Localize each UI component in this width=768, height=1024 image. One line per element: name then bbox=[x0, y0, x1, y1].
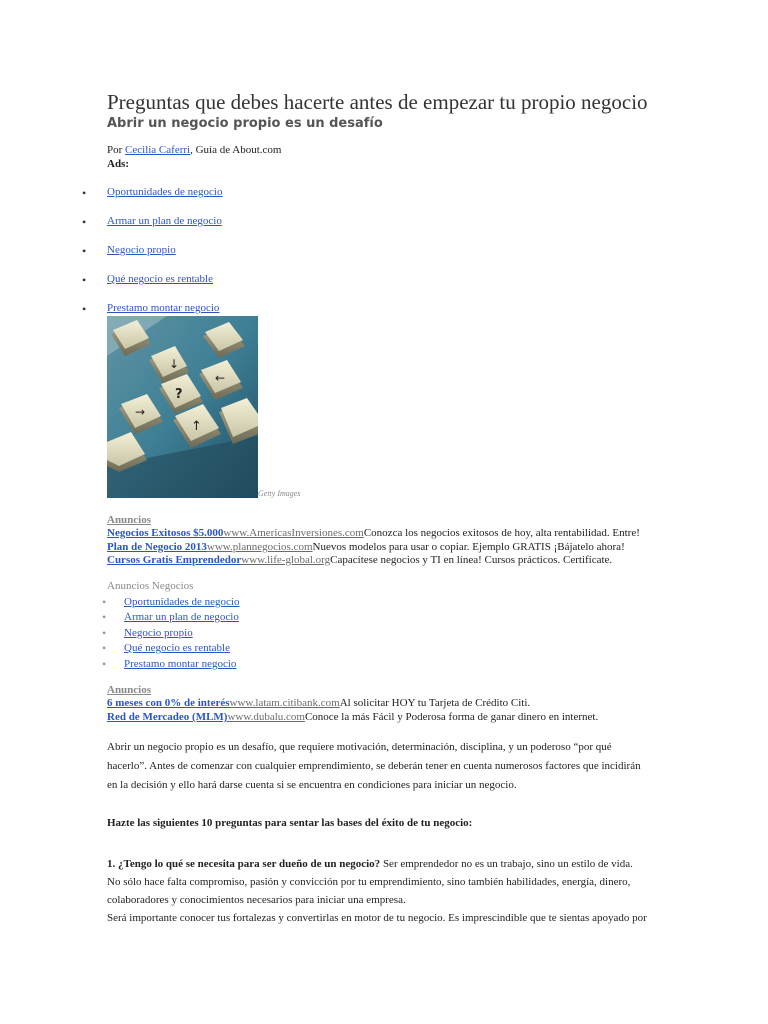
intro-line: en la decisión y ello hará darse cuenta si se encuentra en condiciones para iniciar un negocio. bbox=[107, 779, 517, 791]
questions-heading bbox=[107, 817, 677, 829]
right-arrow-key-label: → bbox=[135, 405, 146, 419]
article-subtitle: Abrir un negocio propio es un desafío bbox=[107, 116, 383, 131]
top-ad-link[interactable]: Negocio propio bbox=[107, 244, 176, 256]
ad-title-link[interactable]: Negocios Exitosos $5.000 bbox=[107, 527, 224, 539]
list-item bbox=[102, 595, 240, 609]
bullet-icon: • bbox=[82, 244, 87, 258]
byline-prefix: Por bbox=[107, 144, 126, 156]
ad-url-link[interactable]: www.life-global.org bbox=[241, 554, 331, 566]
keyboard-arrow-keys-photo bbox=[107, 316, 258, 498]
bullet-icon: • bbox=[102, 641, 107, 655]
question-1-paragraph bbox=[107, 855, 707, 927]
list-item bbox=[102, 626, 193, 640]
bullet-icon: • bbox=[82, 273, 87, 287]
q1-line: Será importante conocer tus fortalezas y convertirlas en motor de tu negocio. Es imprescindible que te sientas apoyado por bbox=[107, 912, 647, 924]
top-ad-item bbox=[82, 215, 222, 229]
ad-text: Al solicitar HOY tu Tarjeta de Crédito Citi. bbox=[339, 697, 531, 709]
ad-line bbox=[107, 711, 598, 723]
ad-url-link[interactable]: www.latam.citibank.com bbox=[229, 697, 340, 709]
ad-title-link[interactable]: Cursos Gratis Emprendedor bbox=[107, 554, 242, 566]
bullet-icon: • bbox=[82, 186, 87, 200]
ad-text: Nuevos modelos para usar o copiar. Ejemplo GRATIS ¡Bájatelo ahora! bbox=[312, 541, 625, 553]
ad-line bbox=[107, 554, 612, 566]
top-ad-link[interactable]: Oportunidades de negocio bbox=[107, 186, 223, 198]
top-ad-item bbox=[82, 244, 176, 258]
list-item bbox=[102, 657, 237, 671]
question-1-title: 1. ¿Tengo lo qué se necesita para ser dueño de un negocio? bbox=[107, 858, 381, 870]
byline bbox=[107, 144, 281, 156]
down-arrow-key-label: ↓ bbox=[169, 357, 180, 371]
q1-line: No sólo hace falta compromiso, pasión y convicción por tu emprendimiento, sino también habilidades, energía, dinero, bbox=[107, 876, 631, 888]
ad-line bbox=[107, 527, 640, 539]
q1-first-line bbox=[107, 855, 707, 873]
anuncios-negocios-header: Anuncios Negocios bbox=[107, 580, 194, 592]
q1-line: colaboradores y conocimientos necesarios para iniciar una empresa. bbox=[107, 894, 406, 906]
top-ad-item bbox=[82, 186, 223, 200]
heading-text: Hazte las siguientes 10 preguntas para sentar las bases del éxito de tu negocio: bbox=[107, 817, 473, 829]
author-link[interactable]: Cecilia Caferri bbox=[125, 144, 191, 156]
negocios-link[interactable]: Prestamo montar negocio bbox=[124, 658, 237, 670]
ad-url-link[interactable]: www.dubalu.com bbox=[227, 711, 305, 723]
ad-text: Capacítese negocios y TI en línea! Cursos prácticos. Certifícate. bbox=[330, 554, 613, 566]
top-ad-item bbox=[82, 302, 220, 316]
top-ad-item bbox=[82, 273, 213, 287]
top-ad-link[interactable]: Qué negocio es rentable bbox=[107, 273, 213, 285]
ad-text: Conoce la más Fácil y Poderosa forma de ganar dinero en internet. bbox=[304, 711, 599, 723]
left-arrow-key-label: ← bbox=[215, 371, 226, 385]
image-credit: Getty Images bbox=[258, 489, 301, 498]
bullet-icon: • bbox=[102, 626, 107, 640]
bullet-icon: • bbox=[82, 215, 87, 229]
anuncios-header-2: Anuncios bbox=[107, 684, 152, 696]
top-ad-link[interactable]: Armar un plan de negocio bbox=[107, 215, 222, 227]
byline-suffix: , Guía de About.com bbox=[190, 144, 282, 156]
top-ad-link[interactable]: Prestamo montar negocio bbox=[107, 302, 220, 314]
bullet-icon: • bbox=[102, 595, 107, 609]
ad-line bbox=[107, 541, 625, 553]
anuncios-header: Anuncios bbox=[107, 514, 152, 526]
ad-url-link[interactable]: www.AmericasInversiones.com bbox=[223, 527, 364, 539]
up-arrow-key-label: ↑ bbox=[191, 419, 202, 434]
ad-title-link[interactable]: Red de Mercadeo (MLM) bbox=[107, 711, 228, 723]
negocios-link[interactable]: Oportunidades de negocio bbox=[124, 596, 240, 608]
question-key-label: ? bbox=[175, 387, 183, 402]
intro-paragraph bbox=[107, 738, 687, 795]
article-title: Preguntas que debes hacerte antes de empezar tu propio negocio bbox=[107, 90, 648, 114]
list-item bbox=[102, 610, 239, 624]
bullet-icon: • bbox=[102, 610, 107, 624]
bullet-icon: • bbox=[82, 302, 87, 316]
negocios-link[interactable]: Qué negocio es rentable bbox=[124, 642, 230, 654]
ad-url-link[interactable]: www.plannegocios.com bbox=[206, 541, 313, 553]
bullet-icon: • bbox=[102, 657, 107, 671]
intro-line: hacerlo”. Antes de comenzar con cualquier emprendimiento, se deberán tener en cuenta numerosos factores que incidirán bbox=[107, 760, 641, 772]
list-item bbox=[102, 641, 230, 655]
question-1-text: Ser emprendedor no es un trabajo, sino un estilo de vida. bbox=[380, 858, 633, 870]
ads-label: Ads: bbox=[107, 158, 130, 170]
negocios-link[interactable]: Armar un plan de negocio bbox=[124, 611, 239, 623]
ad-title-link[interactable]: Plan de Negocio 2013 bbox=[107, 541, 207, 553]
ad-text: Conozca los negocios exitosos de hoy, alta rentabilidad. Entre! bbox=[363, 527, 640, 539]
ad-line bbox=[107, 697, 530, 709]
negocios-link[interactable]: Negocio propio bbox=[124, 627, 193, 639]
intro-line: Abrir un negocio propio es un desafío, que requiere motivación, determinación, disciplina, y un poderoso “por qué bbox=[107, 741, 612, 753]
ad-title-link[interactable]: 6 meses con 0% de interés bbox=[107, 697, 230, 709]
